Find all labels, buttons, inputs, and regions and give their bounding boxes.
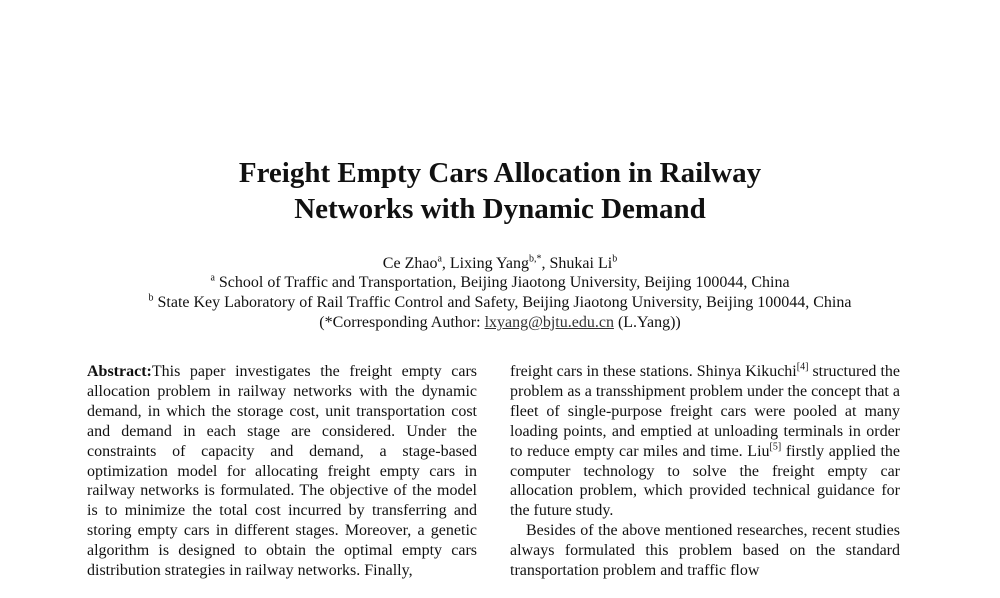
author-affiliation-mark: a: [437, 253, 442, 265]
abstract-paragraph: [87, 362, 477, 581]
paper-title: [0, 155, 1000, 227]
author-affiliation-mark: b: [612, 253, 618, 265]
body-text: firstly applied the computer technology to solve the freight empty car allocation problem, which provided technical guidance for the future study.: [510, 442, 900, 520]
author-affiliation-mark: b,*: [529, 253, 542, 265]
body-text: freight cars in these stations. Shinya Kikuchi: [510, 363, 797, 380]
author-name: Shukai Li: [549, 255, 613, 272]
abstract-text: This paper investigates the freight empty cars allocation problem in railway networks with the dynamic demand, in which the storage cost, unit transportation cost and demand in each stage are considered. Under the constraints of capacity and demand, a stage-based optimization model for allocating freight empty cars in railway networks is formulated. The objective of the model is to minimize the total cost incurred by transferring and storing empty cars in different stages. Moreover, a genetic algorithm is designed to obtain the optimal empty cars distribution strategies in railway networks. Finally,: [87, 363, 477, 580]
body-text: structured the problem as a transshipment problem under the concept that a fleet of single-purpose freight cars were pooled at many loading points, and emptied at unloading terminals in order to reduce empty car miles and time. Liu: [510, 363, 900, 460]
citation-ref: [5]: [769, 441, 782, 453]
affiliation-text: State Key Laboratory of Rail Traffic Control and Safety, Beijing Jiaotong University, Beijing 100044, China: [157, 294, 852, 311]
author-list: Ce Zhao$^a$, Lixing Yang$^{b,*}$, Shukai Li$^b$: [382, 253, 618, 272]
corresponding-suffix: (L.Yang)): [617, 314, 681, 331]
corresponding-prefix: (*Corresponding Author:: [319, 314, 481, 331]
citation-ref: [4]: [796, 361, 809, 373]
corresponding-author: [0, 313, 1000, 333]
left-column: [87, 362, 477, 581]
affiliation-mark: b: [148, 292, 154, 304]
corresponding-email-link[interactable]: lxyang@bjtu.edu.cn: [484, 314, 614, 331]
body-paragraph-1: [510, 362, 900, 521]
title-line-1: Freight Empty Cars Allocation in Railway: [238, 157, 762, 189]
affiliation-b: [0, 293, 1000, 313]
abstract-label: Abstract:: [87, 363, 152, 380]
affiliation-text: School of Traffic and Transportation, Beijing Jiaotong University, Beijing 100044, China: [218, 274, 790, 291]
right-column: [510, 362, 900, 581]
title-line-2: Networks with Dynamic Demand: [294, 193, 706, 225]
author-name: Ce Zhao: [382, 255, 438, 272]
author-name: Lixing Yang: [449, 255, 530, 272]
affiliation-mark: a: [210, 272, 215, 284]
affiliation-a: [0, 273, 1000, 293]
body-paragraph-2: Besides of the above mentioned researches, recent studies always formulated this problem based on the standard transportation problem and traffic flow: [510, 522, 900, 580]
